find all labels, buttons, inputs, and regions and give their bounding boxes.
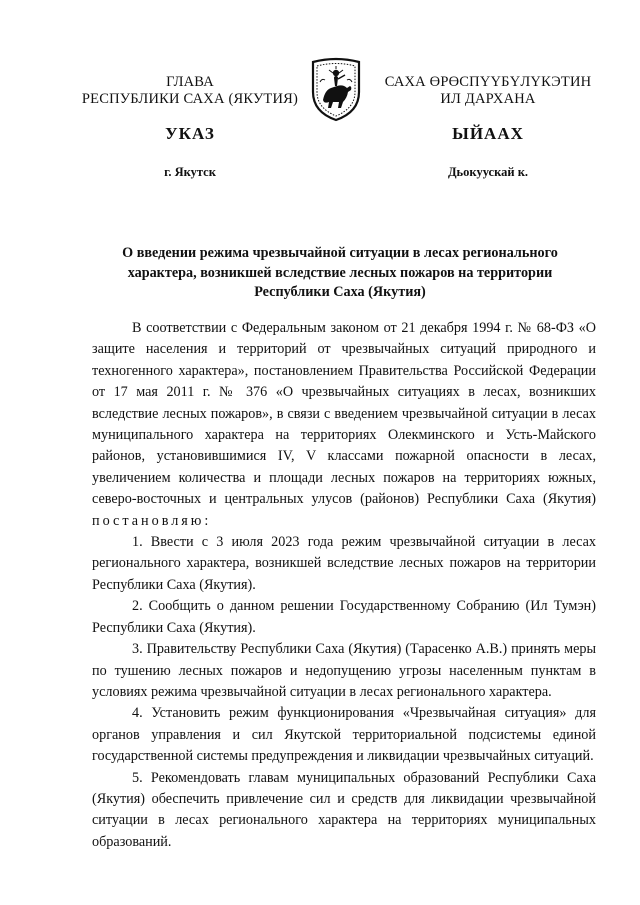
header-right-line2: ИЛ ДАРХАНА — [440, 91, 536, 107]
decree-item-1: 1. Ввести с 3 июля 2023 года режим чрезвычайной ситуации в лесах регионального характера, возникшей вследствие лесных пожаров на территории Республики Саха (Якутия). — [92, 534, 596, 593]
decree-item-4: 4. Установить режим функционирования «Чрезвычайная ситуация» для органов управления и сил Якутской территориальной подсистемы единой государственной системы предупреждения и ликвидации чрезвычайных ситуаций. — [92, 705, 596, 765]
document-body — [92, 318, 596, 853]
decree-word: постановляю: — [92, 512, 212, 529]
doc-type-right: ЫЙААХ — [452, 124, 524, 143]
doc-type-left: УКАЗ — [165, 124, 215, 143]
preamble-text: В соответствии с Федеральным законом от 21 декабря 1994 г. № 68-ФЗ «О защите населения и территорий от чрезвычайных ситуаций природного и техногенного характера», постановлением Правительства Российской Федерации от 17 мая 2011 г. № 376 «О чрезвычайных ситуациях в лесах, возникших вследствие лесных пожаров», в связи с введением чрезвычайной ситуации в лесах муниципального характера на территориях Олекминского и Усть-Майского районов, установившимися IV, V классами пожарной опасности в лесах, увеличением количества и площади лесных пожаров на территориях южных, северо-восточных и центральных улусов (районов) Республики Саха (Якутия) — [92, 320, 596, 508]
place-right: Дьокуускай к. — [447, 165, 529, 179]
header-left-line1: ГЛАВА — [166, 74, 214, 90]
decree-item-3: 3. Правительству Республики Саха (Якутия) (Тарасенко А.В.) принять меры по тушению лесных пожаров и недопущению угрозы населенным пунктам в условиях режима чрезвычайной ситуации в лесах регионального характера. — [92, 641, 596, 700]
header-left-line2: РЕСПУБЛИКИ САХА (ЯКУТИЯ) — [81, 91, 299, 107]
header-left — [70, 74, 310, 108]
decree-item-5: 5. Рекомендовать главам муниципальных образований Республики Саха (Якутия) обеспечить привлечение сил и средств для ликвидации чрезвычайной ситуации в лесах регионального характера на территориях муниципальных образований. — [92, 769, 596, 850]
document-title: О введении режима чрезвычайной ситуации в лесах регионального характера, возникшей вследствие лесных пожаров на территории Республики Саха (Якутия) — [122, 245, 558, 300]
header-right-line1: САХА ӨРӨСПҮҮБҮЛҮКЭТИН — [384, 74, 592, 90]
decree-item-2: 2. Сообщить о данном решении Государственному Собранию (Ил Тумэн) Республики Саха (Якутия). — [92, 598, 596, 636]
place-left: г. Якутск — [164, 165, 216, 179]
header-right — [368, 74, 608, 108]
coat-of-arms-icon — [307, 56, 365, 122]
preamble-paragraph — [92, 318, 596, 532]
